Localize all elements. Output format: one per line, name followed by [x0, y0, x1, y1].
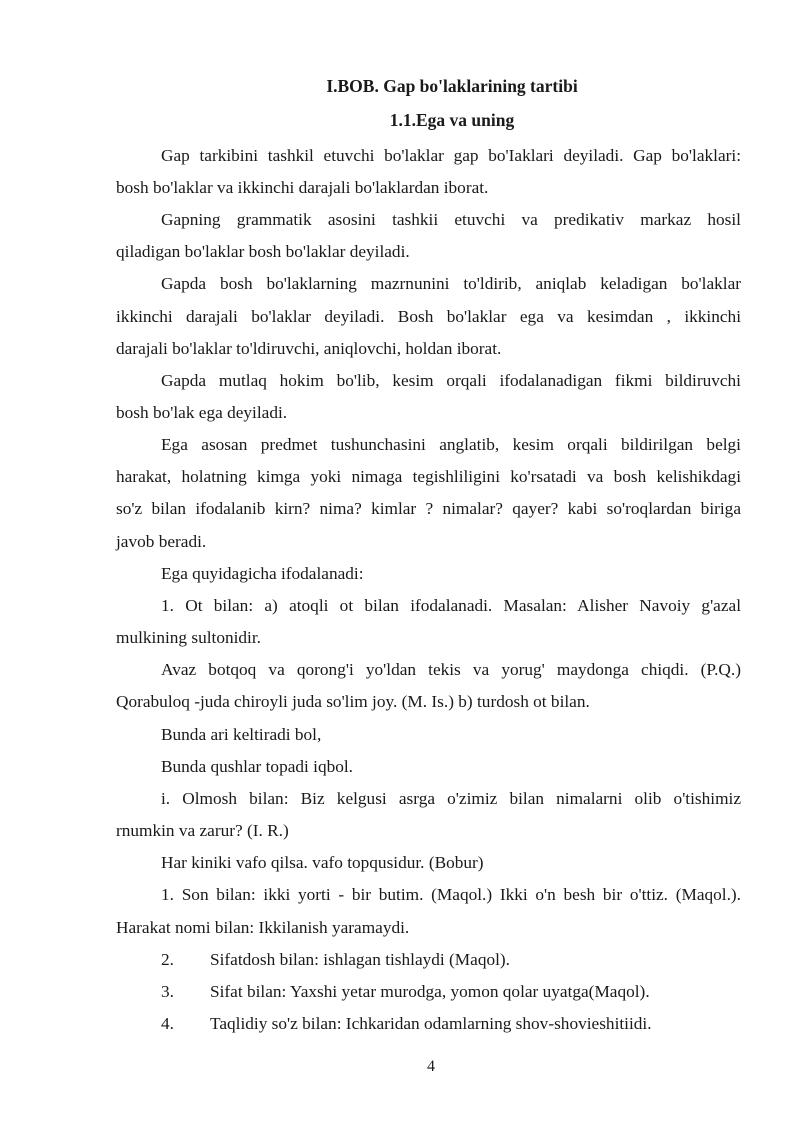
text-line: Bunda qushlar topadi iqbol. [161, 757, 353, 776]
text-line: bosh bo'lak ega deyiladi. [116, 403, 288, 422]
text-line: ikkinchi darajali bo'laklar deyiladi. Bosh bo'laklar ega va kesimdan , ikkinchi [116, 307, 741, 326]
list-item-text: Taqlidiy so'z bilan: Ichkaridan odamlarning shov-shovieshitiidi. [210, 1014, 652, 1033]
text-line: Har kiniki vafo qilsa. vafo topqusidur. (Bobur) [161, 853, 484, 872]
section-heading: 1.1.Ega va uning [389, 110, 515, 130]
text-line: Gap tarkibini tashkil etuvchi bo'laklar gap bo'Iaklari deyiladi. Gap bo'laklari: [161, 146, 741, 165]
list-item-text: Sifat bilan: Yaxshi yetar murodga, yomon qolar uyatga(Maqol). [210, 982, 650, 1001]
text-line: Gapning grammatik asosini tashkii etuvchi va predikativ markaz hosil [161, 210, 741, 229]
text-line: Ega quyidagicha ifodalanadi: [161, 564, 364, 583]
page-number: 4 [427, 1058, 435, 1075]
text-line: 1. Son bilan: ikki yorti - bir butim. (Maqol.) Ikki o'n besh bir o'ttiz. (Maqol.). [161, 885, 741, 904]
text-line: Bunda ari keltiradi bol, [161, 725, 322, 744]
text-line: Ega asosan predmet tushunchasini anglatib, kesim orqali bildirilgan belgi [161, 435, 741, 454]
chapter-heading: I.BOB. Gap bo'laklarining tartibi [326, 76, 578, 96]
text-line: harakat, holatning kimga yoki nimaga tegishliligini ko'rsatadi va bosh kelishikdagi [116, 467, 741, 486]
text-line: Harakat nomi bilan: Ikkilanish yaramaydi. [116, 918, 410, 937]
text-line: bosh bo'laklar va ikkinchi darajali bo'laklardan iborat. [116, 178, 489, 197]
text-line: javob beradi. [116, 532, 207, 551]
text-line: Gapda bosh bo'laklarning mazrnunini to'ldirib, aniqlab keladigan bo'laklar [161, 274, 741, 293]
text-line: so'z bilan ifodalanib kirn? nima? kimlar ? nimalar? qayer? kabi so'roqlardan biriga [116, 499, 741, 518]
list-item-text: Sifatdosh bilan: ishlagan tishlaydi (Maqol). [210, 950, 510, 969]
text-line: mulkining sultonidir. [116, 628, 261, 647]
text-line: qiladigan bo'laklar bosh bo'laklar deyiladi. [116, 242, 410, 261]
text-line: Avaz botqoq va qorong'i yo'ldan tekis va yorug' maydonga chiqdi. (P.Q.) [161, 660, 741, 679]
text-line: Gapda mutlaq hokim bo'lib, kesim orqali ifodalanadigan fikmi bildiruvchi [161, 371, 741, 390]
list-number: 3. [161, 982, 174, 1001]
text-line: 1. Ot bilan: a) atoqli ot bilan ifodalanadi. Masalan: Alisher Navoiy g'azal [161, 596, 741, 615]
list-number: 2. [161, 950, 174, 969]
text-line: Qorabuloq -juda chiroyli juda so'lim joy. (M. Is.) b) turdosh ot bilan. [116, 692, 590, 711]
list-number: 4. [161, 1014, 174, 1033]
text-line: i. Olmosh bilan: Biz kelgusi asrga o'zimiz bilan nimalarni olib o'tishimiz [161, 789, 741, 808]
text-line: darajali bo'laklar to'ldiruvchi, aniqlovchi, holdan iborat. [116, 339, 502, 358]
text-line: rnumkin va zarur? (I. R.) [116, 821, 289, 840]
